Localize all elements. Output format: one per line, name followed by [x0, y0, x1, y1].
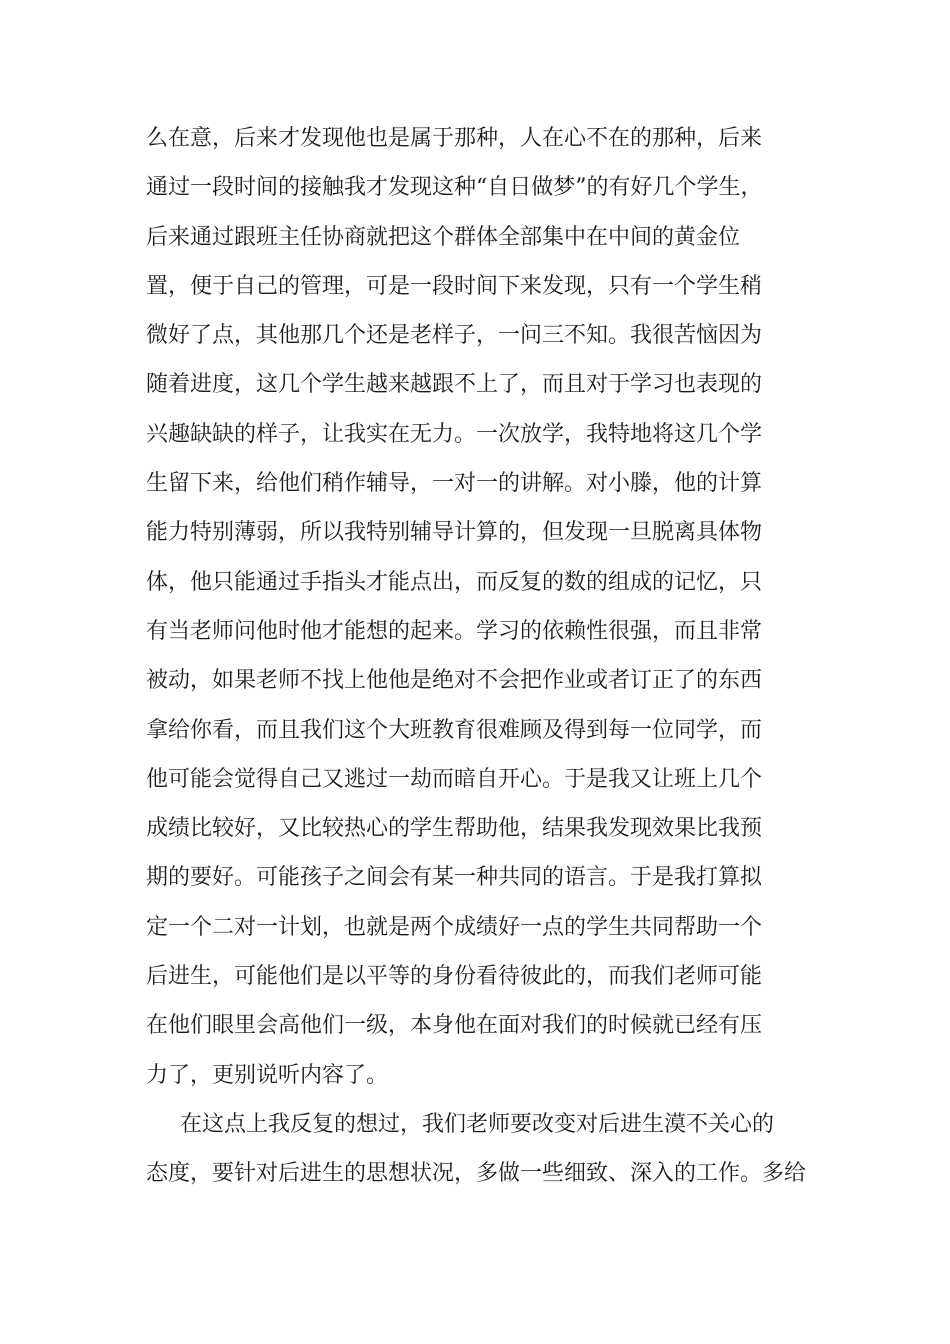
paragraph-1-line-12: 被动，如果老师不找上他他是绝对不会把作业或者订正了的东西	[146, 668, 763, 694]
paragraph-1-line-6: 随着进度，这几个学生越来越跟不上了，而且对于学习也表现的	[146, 372, 763, 398]
paragraph-1-line-15: 成绩比较好，又比较热心的学生帮助他，结果我发现效果比我预	[146, 816, 763, 842]
paragraph-1-line-7: 兴趣缺缺的样子，让我实在无力。一次放学，我特地将这几个学	[146, 421, 763, 447]
paragraph-1-line-3: 后来通过跟班主任协商就把这个群体全部集中在中间的黄金位	[146, 224, 741, 250]
paragraph-1-line-17: 定一个二对一计划，也就是两个成绩好一点的学生共同帮助一个	[146, 914, 763, 940]
paragraph-2-line-1: 在这点上我反复的想过，我们老师要改变对后进生漠不关心的	[180, 1111, 775, 1137]
paragraph-1-line-4: 置，便于自己的管理，可是一段时间下来发现，只有一个学生稍	[146, 273, 763, 299]
paragraph-1-line-5: 微好了点，其他那几个还是老样子，一问三不知。我很苦恼因为	[146, 323, 763, 349]
paragraph-1-line-16: 期的要好。可能孩子之间会有某一种共同的语言。于是我打算拟	[146, 865, 763, 891]
paragraph-1-line-2: 通过一段时间的接触我才发现这种“自日做梦”的有好几个学生，	[146, 175, 763, 201]
paragraph-1-line-18: 后进生，可能他们是以平等的身份看待彼此的，而我们老师可能	[146, 964, 763, 990]
paragraph-1-line-8: 生留下来，给他们稍作辅导，一对一的讲解。对小滕，他的计算	[146, 471, 763, 497]
paragraph-2-line-2: 态度，要针对后进生的思想状况，多做一些细致、深入的工作。多给	[146, 1161, 807, 1187]
paragraph-1-line-9: 能力特别薄弱，所以我特别辅导计算的，但发现一旦脱离具体物	[146, 520, 763, 546]
document-body	[146, 114, 816, 1199]
paragraph-1-line-20: 力了，更别说听内容了。	[146, 1062, 389, 1088]
paragraph-1-line-1: 么在意，后来才发现他也是属于那种，人在心不在的那种，后来	[146, 126, 763, 151]
paragraph-1-line-10: 体，他只能通过手指头才能点出，而反复的数的组成的记忆，只	[146, 569, 763, 595]
paragraph-1-line-13: 拿给你看，而且我们这个大班教育很难顾及得到每一位同学，而	[146, 717, 763, 743]
paragraph-1-line-14: 他可能会觉得自己又逃过一劫而暗自开心。于是我又让班上几个	[146, 766, 763, 792]
paragraph-1-line-19: 在他们眼里会高他们一级，本身他在面对我们的时候就已经有压	[146, 1013, 763, 1039]
paragraph-1-line-11: 有当老师问他时他才能想的起来。学习的依赖性很强，而且非常	[146, 618, 763, 644]
